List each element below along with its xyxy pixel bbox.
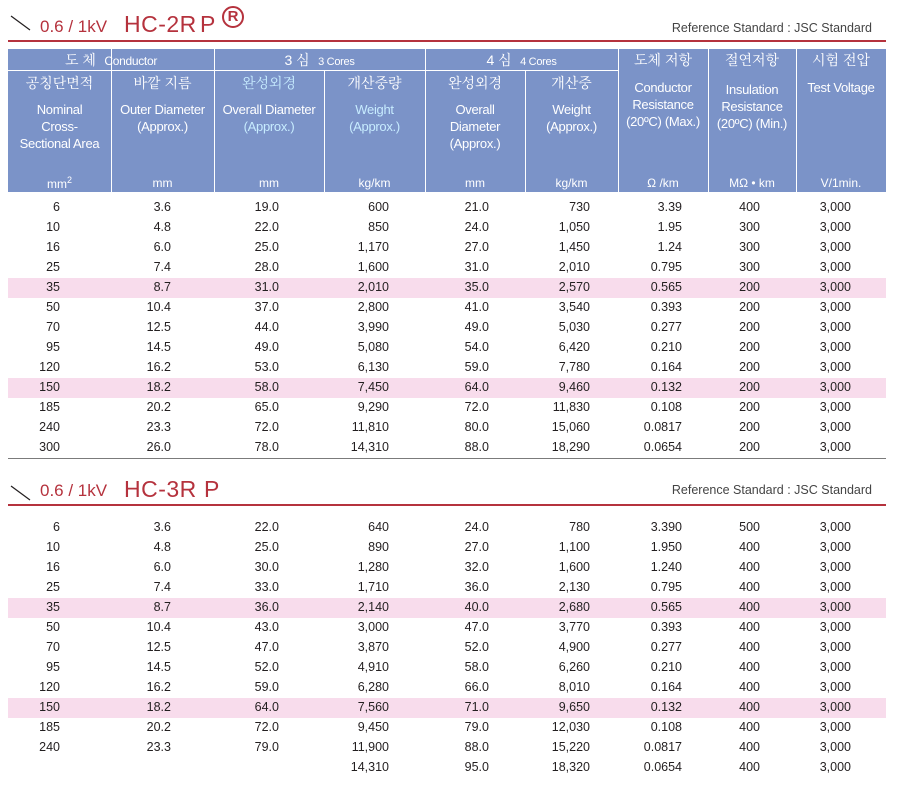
cell-outer-diameter: 4.8	[153, 220, 171, 234]
cell-outer-diameter: 12.5	[146, 320, 171, 334]
table-row	[8, 758, 886, 778]
unit-area: $mm^2$	[46, 175, 72, 191]
cell-outer-diameter: 8.7	[153, 280, 171, 294]
cell-outer-diameter: 23.3	[146, 740, 171, 754]
cell-insulation-resistance: 400	[739, 640, 760, 654]
reference-standard: Reference Standard : JSC Standard	[671, 483, 872, 497]
cell-insulation-resistance: 400	[739, 580, 760, 594]
cell-conductor-resistance: 1.240	[650, 560, 682, 574]
cell-insulation-resistance: 400	[739, 680, 760, 694]
cell-conductor-resistance: 0.210	[650, 340, 682, 354]
cell-conductor-resistance: 0.277	[650, 320, 682, 334]
cell-conductor-resistance: 0.132	[650, 380, 682, 394]
cell-4core-weight: 12,030	[551, 720, 590, 734]
table-row	[8, 358, 886, 378]
voltage-rating: 0.6 / 1kV	[40, 17, 108, 36]
cell-3core-weight: 6,130	[357, 360, 389, 374]
cell-conductor-resistance: 0.0654	[643, 440, 682, 454]
diagonal-slash-icon	[10, 484, 32, 502]
cell-test-voltage: 3,000	[819, 300, 851, 314]
cell-insulation-resistance: 200	[739, 440, 760, 454]
col-outer-diameter: 바깥 지름 Outer Diameter (Approx.)	[120, 75, 205, 134]
cell-4core-diameter: 41.0	[464, 300, 489, 314]
cell-insulation-resistance: 400	[739, 620, 760, 634]
group-4-cores: 4 심 4 Cores	[486, 52, 557, 68]
cell-4core-weight: 1,050	[558, 220, 590, 234]
cell-3core-diameter: 33.0	[254, 580, 279, 594]
cell-4core-weight: 9,650	[558, 700, 590, 714]
cell-area: 240	[39, 420, 60, 434]
cell-3core-diameter: 59.0	[254, 680, 279, 694]
cell-test-voltage: 3,000	[819, 580, 851, 594]
reference-standard: Reference Standard : JSC Standard	[671, 21, 872, 35]
cell-3core-weight: 14,310	[350, 760, 389, 774]
cell-conductor-resistance: 0.565	[650, 280, 682, 294]
cell-3core-diameter: 72.0	[254, 420, 279, 434]
unit-3core-weight: kg/km	[358, 176, 391, 190]
cell-outer-diameter: 3.6	[153, 520, 171, 534]
cell-test-voltage: 3,000	[819, 380, 851, 394]
cell-test-voltage: 3,000	[819, 760, 851, 774]
cell-3core-weight: 3,870	[357, 640, 389, 654]
cell-test-voltage: 3,000	[819, 360, 851, 374]
cell-4core-weight: 15,060	[551, 420, 590, 434]
cell-3core-weight: 640	[368, 520, 389, 534]
cell-3core-weight: 1,600	[357, 260, 389, 274]
cell-insulation-resistance: 400	[739, 600, 760, 614]
cell-outer-diameter: 8.7	[153, 600, 171, 614]
cell-3core-diameter: 28.0	[254, 260, 279, 274]
cell-insulation-resistance: 400	[739, 760, 760, 774]
cell-conductor-resistance: 0.795	[650, 580, 682, 594]
model-name: HC-2R	[124, 11, 197, 37]
cell-4core-weight: 1,600	[558, 560, 590, 574]
cell-4core-weight: 1,100	[558, 540, 590, 554]
cell-conductor-resistance: 0.565	[650, 600, 682, 614]
unit-test-voltage: V/1min.	[820, 176, 862, 190]
cell-area: 70	[46, 640, 60, 654]
cell-conductor-resistance: 0.164	[650, 360, 682, 374]
cell-area: 50	[46, 300, 60, 314]
cell-area: 70	[46, 320, 60, 334]
cell-conductor-resistance: 0.0817	[643, 740, 682, 754]
cell-4core-diameter: 66.0	[464, 680, 489, 694]
cell-test-voltage: 3,000	[819, 280, 851, 294]
cell-insulation-resistance: 300	[739, 240, 760, 254]
cell-area: 300	[39, 440, 60, 454]
cell-4core-diameter: 27.0	[464, 540, 489, 554]
cell-4core-diameter: 54.0	[464, 340, 489, 354]
cell-3core-diameter: 43.0	[254, 620, 279, 634]
cell-4core-diameter: 88.0	[464, 740, 489, 754]
cell-insulation-resistance: 400	[739, 540, 760, 554]
cell-4core-diameter: 79.0	[464, 720, 489, 734]
cell-outer-diameter: 20.2	[146, 400, 171, 414]
cell-area: 120	[39, 360, 60, 374]
cell-3core-weight: 7,450	[357, 380, 389, 394]
unit-3core-diameter: mm	[259, 176, 279, 190]
cell-outer-diameter: 14.5	[146, 660, 171, 674]
title-underline	[8, 504, 886, 506]
cell-area: 95	[46, 340, 60, 354]
cell-3core-weight: 1,280	[357, 560, 389, 574]
cell-3core-diameter: 65.0	[254, 400, 279, 414]
cell-conductor-resistance: 1.950	[650, 540, 682, 554]
cell-outer-diameter: 7.4	[153, 580, 171, 594]
cell-3core-weight: 4,910	[357, 660, 389, 674]
cell-4core-weight: 3,770	[558, 620, 590, 634]
table-row	[8, 558, 886, 578]
cell-conductor-resistance: 0.0654	[643, 760, 682, 774]
cell-test-voltage: 3,000	[819, 260, 851, 274]
cell-area: 10	[46, 220, 60, 234]
cell-test-voltage: 3,000	[819, 740, 851, 754]
cell-4core-diameter: 58.0	[464, 660, 489, 674]
cell-3core-diameter: 49.0	[254, 340, 279, 354]
cell-4core-diameter: 32.0	[464, 560, 489, 574]
cell-area: 16	[46, 560, 60, 574]
cell-test-voltage: 3,000	[819, 680, 851, 694]
cell-4core-weight: 9,460	[558, 380, 590, 394]
cell-4core-weight: 780	[569, 520, 590, 534]
cell-outer-diameter: 12.5	[146, 640, 171, 654]
cell-3core-diameter: 30.0	[254, 560, 279, 574]
model-suffix: P	[204, 476, 220, 502]
cell-3core-weight: 11,810	[351, 420, 389, 434]
cell-insulation-resistance: 500	[739, 520, 760, 534]
cell-conductor-resistance: 0.277	[650, 640, 682, 654]
cell-3core-diameter: 72.0	[254, 720, 279, 734]
col-4core-overall-diameter: 완성외경 Overall Diameter (Approx.)	[447, 75, 503, 151]
cell-4core-weight: 4,900	[558, 640, 590, 654]
cell-test-voltage: 3,000	[819, 520, 851, 534]
table-row	[8, 338, 886, 358]
cell-conductor-resistance: 0.108	[650, 400, 682, 414]
col-conductor-resistance: 도체 저항 Conductor Resistance (20ºC) (Max.)	[626, 52, 700, 129]
cell-3core-weight: 890	[368, 540, 389, 554]
cell-insulation-resistance: 300	[739, 260, 760, 274]
cell-area: 10	[46, 540, 60, 554]
cell-4core-weight: 6,260	[558, 660, 590, 674]
cell-3core-weight: 3,000	[357, 620, 389, 634]
cell-conductor-resistance: 3.39	[657, 200, 682, 214]
cell-4core-diameter: 59.0	[464, 360, 489, 374]
cell-outer-diameter: 14.5	[146, 340, 171, 354]
cell-4core-diameter: 31.0	[464, 260, 489, 274]
cell-4core-weight: 7,780	[558, 360, 590, 374]
cell-4core-weight: 5,030	[558, 320, 590, 334]
cell-test-voltage: 3,000	[819, 440, 851, 454]
cell-test-voltage: 3,000	[819, 560, 851, 574]
cell-insulation-resistance: 300	[739, 220, 760, 234]
cell-conductor-resistance: 0.393	[650, 620, 682, 634]
cell-4core-diameter: 88.0	[464, 440, 489, 454]
cell-3core-diameter: 64.0	[254, 700, 279, 714]
table-row	[8, 238, 886, 258]
cell-test-voltage: 3,000	[819, 220, 851, 234]
cell-4core-diameter: 52.0	[464, 640, 489, 654]
cell-3core-weight: 1,170	[357, 240, 389, 254]
cell-area: 16	[46, 240, 60, 254]
cell-test-voltage: 3,000	[819, 600, 851, 614]
cell-4core-weight: 2,680	[558, 600, 590, 614]
unit-insulation-resistance: MΩ • km	[729, 176, 775, 190]
cell-conductor-resistance: 0.393	[650, 300, 682, 314]
cell-3core-diameter: 22.0	[254, 220, 279, 234]
cell-outer-diameter: 7.4	[153, 260, 171, 274]
cell-insulation-resistance: 200	[739, 340, 760, 354]
cell-conductor-resistance: 3.390	[650, 520, 682, 534]
cell-3core-weight: 3,990	[357, 320, 389, 334]
section-title-hc2r	[8, 4, 884, 40]
cell-test-voltage: 3,000	[819, 540, 851, 554]
cell-3core-diameter: 31.0	[254, 280, 279, 294]
cell-area: 240	[39, 740, 60, 754]
cell-3core-diameter: 78.0	[254, 440, 279, 454]
table-row	[8, 678, 886, 698]
cell-4core-weight: 3,540	[558, 300, 590, 314]
cell-outer-diameter: 6.0	[153, 240, 171, 254]
cell-outer-diameter: 4.8	[153, 540, 171, 554]
cell-insulation-resistance: 400	[739, 660, 760, 674]
cell-area: 50	[46, 620, 60, 634]
unit-4core-diameter: mm	[465, 176, 485, 190]
cell-3core-diameter: 79.0	[254, 740, 279, 754]
table-row	[8, 658, 886, 678]
cell-3core-diameter: 19.0	[254, 200, 279, 214]
cell-4core-diameter: 49.0	[464, 320, 489, 334]
cell-4core-weight: 18,290	[551, 440, 590, 454]
cell-area: 35	[46, 280, 60, 294]
cell-insulation-resistance: 400	[739, 720, 760, 734]
cell-conductor-resistance: 0.108	[650, 720, 682, 734]
cell-outer-diameter: 16.2	[146, 680, 171, 694]
title-underline	[8, 40, 886, 42]
cell-insulation-resistance: 200	[739, 280, 760, 294]
cell-3core-weight: 11,900	[351, 740, 389, 754]
cell-outer-diameter: 10.4	[146, 620, 171, 634]
cell-3core-diameter: 36.0	[254, 600, 279, 614]
cell-3core-weight: 1,710	[357, 580, 389, 594]
cell-4core-weight: 18,320	[551, 760, 590, 774]
table-row	[8, 618, 886, 638]
unit-4core-weight: kg/km	[555, 176, 588, 190]
cell-4core-diameter: 40.0	[464, 600, 489, 614]
cell-4core-diameter: 64.0	[464, 380, 489, 394]
cell-test-voltage: 3,000	[819, 720, 851, 734]
unit-outer-diameter: mm	[152, 176, 173, 190]
cell-insulation-resistance: 400	[739, 560, 760, 574]
cell-insulation-resistance: 400	[739, 200, 760, 214]
cell-outer-diameter: 10.4	[146, 300, 171, 314]
model-name: HC-3R	[124, 476, 197, 502]
group-3-cores: 3 심 3 Cores	[284, 52, 355, 68]
cell-area: 6	[53, 200, 60, 214]
cell-conductor-resistance: 0.795	[650, 260, 682, 274]
cell-test-voltage: 3,000	[819, 320, 851, 334]
cell-conductor-resistance: 1.95	[657, 220, 682, 234]
col-insulation-resistance: 절연저항 Insulation Resistance (20ºC) (Min.)	[716, 52, 788, 131]
cell-area: 35	[46, 600, 60, 614]
cell-area: 6	[53, 520, 60, 534]
cell-3core-weight: 7,560	[357, 700, 389, 714]
cell-insulation-resistance: 400	[739, 700, 760, 714]
cell-outer-diameter: 18.2	[146, 700, 171, 714]
table-row	[8, 538, 886, 558]
cell-outer-diameter: 18.2	[146, 380, 171, 394]
cell-3core-diameter: 52.0	[254, 660, 279, 674]
cell-4core-diameter: 35.0	[464, 280, 489, 294]
cell-conductor-resistance: 0.0817	[643, 420, 682, 434]
cell-area: 185	[39, 400, 60, 414]
table-row	[8, 418, 886, 438]
cell-test-voltage: 3,000	[819, 200, 851, 214]
model-suffix: P	[200, 11, 216, 37]
table-row	[8, 278, 886, 298]
cell-outer-diameter: 3.6	[153, 200, 171, 214]
cell-3core-weight: 2,800	[357, 300, 389, 314]
cell-test-voltage: 3,000	[819, 620, 851, 634]
col-test-voltage: 시험 전압 Test Voltage	[807, 52, 875, 95]
cell-insulation-resistance: 200	[739, 400, 760, 414]
table-header	[8, 49, 886, 192]
cell-3core-diameter: 37.0	[254, 300, 279, 314]
table-row	[8, 198, 886, 218]
cell-outer-diameter: 6.0	[153, 560, 171, 574]
table-row	[8, 398, 886, 418]
cell-4core-weight: 2,010	[558, 260, 590, 274]
cell-3core-weight: 850	[368, 220, 389, 234]
cell-conductor-resistance: 1.24	[657, 240, 682, 254]
cell-conductor-resistance: 0.210	[650, 660, 682, 674]
cell-test-voltage: 3,000	[819, 240, 851, 254]
cell-4core-diameter: 21.0	[464, 200, 489, 214]
cell-4core-diameter: 95.0	[464, 760, 489, 774]
cell-3core-weight: 2,010	[357, 280, 389, 294]
cell-insulation-resistance: 200	[739, 300, 760, 314]
cell-4core-weight: 2,570	[558, 280, 590, 294]
col-3core-weight: 개산중량 Weight (Approx.)	[347, 75, 402, 134]
table-row	[8, 718, 886, 738]
cell-outer-diameter: 16.2	[146, 360, 171, 374]
cell-3core-weight: 2,140	[357, 600, 389, 614]
unit-conductor-resistance: Ω /km	[647, 176, 679, 190]
cell-4core-diameter: 24.0	[464, 220, 489, 234]
cell-4core-diameter: 24.0	[464, 520, 489, 534]
table-row	[8, 638, 886, 658]
cell-test-voltage: 3,000	[819, 420, 851, 434]
cell-4core-weight: 1,450	[558, 240, 590, 254]
col-3core-overall-diameter: 완성외경 Overall Diameter (Approx.)	[222, 75, 316, 134]
cell-outer-diameter: 26.0	[146, 440, 171, 454]
table-row	[8, 698, 886, 718]
cell-test-voltage: 3,000	[819, 640, 851, 654]
cell-3core-diameter: 58.0	[254, 380, 279, 394]
cell-area: 150	[39, 380, 60, 394]
cell-conductor-resistance: 0.164	[650, 680, 682, 694]
table-row	[8, 258, 886, 278]
voltage-rating: 0.6 / 1kV	[40, 481, 108, 500]
table-row	[8, 738, 886, 758]
cell-4core-diameter: 36.0	[464, 580, 489, 594]
cell-4core-diameter: 80.0	[464, 420, 489, 434]
table-row	[8, 438, 886, 458]
table-row	[8, 578, 886, 598]
cell-4core-diameter: 72.0	[464, 400, 489, 414]
cell-insulation-resistance: 200	[739, 320, 760, 334]
table-row	[8, 218, 886, 238]
col-nominal-area: 공칭단면적 Nominal Cross- Sectional Area	[19, 75, 100, 151]
cell-3core-diameter: 44.0	[254, 320, 279, 334]
cell-4core-diameter: 71.0	[464, 700, 489, 714]
cell-area: 120	[39, 680, 60, 694]
cell-conductor-resistance: 0.132	[650, 700, 682, 714]
cell-outer-diameter: 20.2	[146, 720, 171, 734]
table-bottom-rule	[8, 458, 886, 459]
diagonal-slash-icon	[10, 14, 32, 32]
cell-test-voltage: 3,000	[819, 340, 851, 354]
cell-area: 185	[39, 720, 60, 734]
table-row	[8, 378, 886, 398]
cell-area: 95	[46, 660, 60, 674]
cell-3core-weight: 5,080	[357, 340, 389, 354]
col-4core-weight: 개산중 Weight (Approx.)	[546, 75, 597, 134]
cell-area: 25	[46, 260, 60, 274]
cell-area: 25	[46, 580, 60, 594]
cell-3core-diameter: 22.0	[254, 520, 279, 534]
cell-test-voltage: 3,000	[819, 660, 851, 674]
cell-4core-weight: 2,130	[558, 580, 590, 594]
cell-area: 150	[39, 700, 60, 714]
cell-3core-weight: 9,450	[357, 720, 389, 734]
cell-insulation-resistance: 200	[739, 380, 760, 394]
cell-3core-weight: 9,290	[357, 400, 389, 414]
cell-3core-weight: 600	[368, 200, 389, 214]
cell-3core-diameter: 25.0	[254, 240, 279, 254]
cell-4core-diameter: 27.0	[464, 240, 489, 254]
table-row	[8, 318, 886, 338]
cell-insulation-resistance: 200	[739, 360, 760, 374]
cell-3core-diameter: 25.0	[254, 540, 279, 554]
cell-insulation-resistance: 200	[739, 420, 760, 434]
cell-4core-weight: 730	[569, 200, 590, 214]
cell-test-voltage: 3,000	[819, 400, 851, 414]
cell-insulation-resistance: 400	[739, 740, 760, 754]
cell-4core-weight: 15,220	[551, 740, 590, 754]
table-row	[8, 598, 886, 618]
cell-test-voltage: 3,000	[819, 700, 851, 714]
registered-mark-icon: R	[222, 6, 244, 28]
cell-3core-weight: 6,280	[357, 680, 389, 694]
cell-4core-weight: 6,420	[558, 340, 590, 354]
table-row	[8, 518, 886, 538]
table-row	[8, 298, 886, 318]
cell-3core-diameter: 47.0	[254, 640, 279, 654]
cell-3core-diameter: 53.0	[254, 360, 279, 374]
cell-3core-weight: 14,310	[350, 440, 389, 454]
cell-outer-diameter: 23.3	[146, 420, 171, 434]
group-conductor: 도 체 Conductor	[64, 52, 158, 68]
cell-4core-weight: 11,830	[552, 400, 590, 414]
cell-4core-diameter: 47.0	[464, 620, 489, 634]
cell-4core-weight: 8,010	[558, 680, 590, 694]
